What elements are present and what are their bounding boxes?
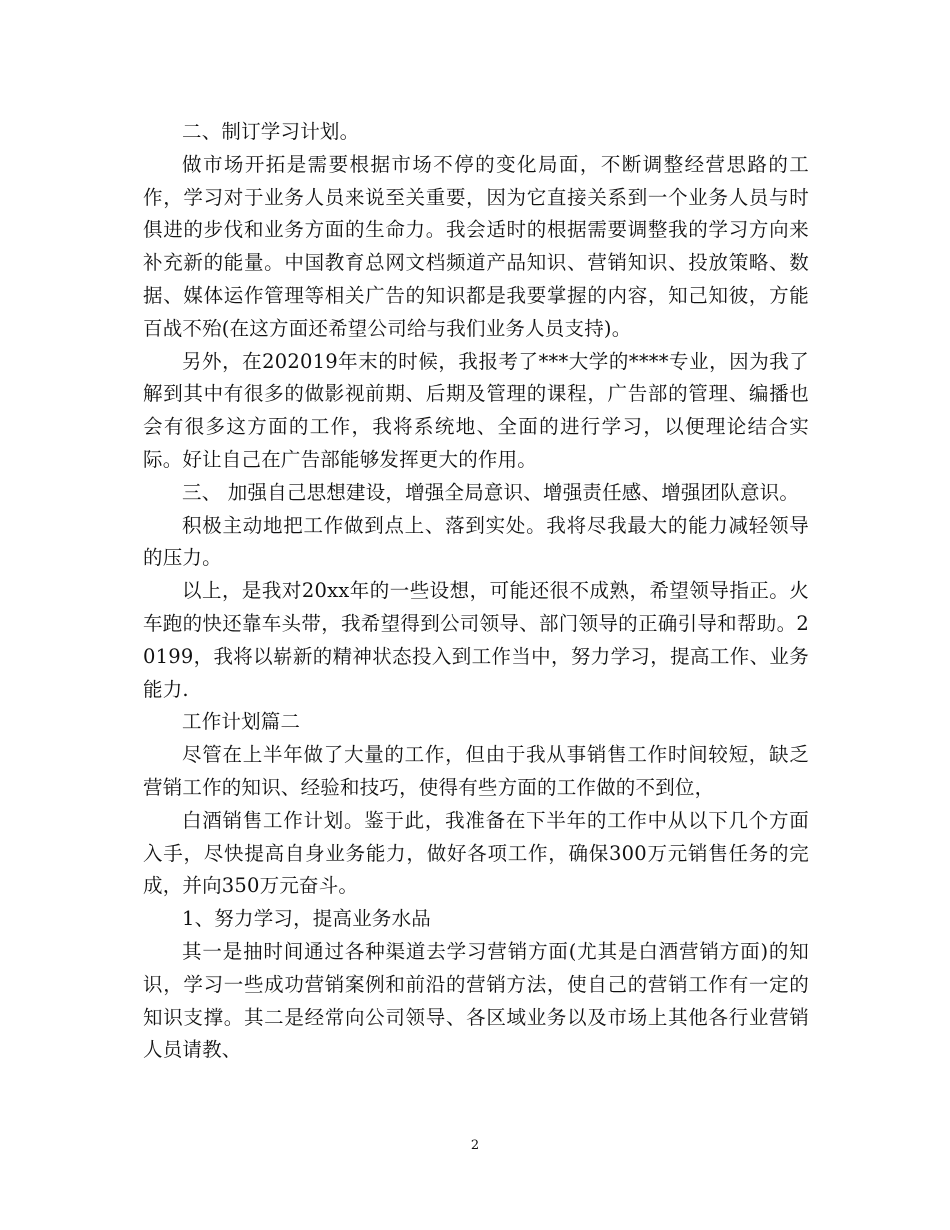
heading-ideology: 三、 加强自己思想建设，增强全局意识、增强责任感、增强团队意识。 — [182, 480, 800, 504]
page-number: 2 — [470, 1138, 480, 1153]
heading-study-hard: 1、努力学习，提高业务水品 — [182, 907, 432, 931]
paragraph-channels: 其一是抽时间通过各种渠道去学习营销方面(尤其是白酒营销方面)的知识，学习一些成功营销案例和前沿的营销方法，使自己的营销工作有一定的知识支撑。其二是经常向公司领导、各区域业务以及市场上其他各行业营销人员请教、 — [143, 939, 809, 1062]
paragraph-summary: 以上，是我对20xx年的一些设想，可能还很不成熟，希望领导指正。火车跑的快还靠车头带，我希望得到公司领导、部门领导的正确引导和帮助。20199，我将以崭新的精神状态投入到工作当中，努力学习，提高工作、业务能力. — [143, 579, 809, 701]
paragraph-liquor-plan: 白酒销售工作计划。鉴于此，我准备在下半年的工作中从以下几个方面入手，尽快提高自身业务能力，做好各项工作，确保300万元销售任务的完成，并向350万元奋斗。 — [143, 808, 809, 898]
heading-plan-two: 工作计划篇二 — [182, 710, 301, 734]
heading-study-plan: 二、制订学习计划。 — [182, 120, 360, 143]
paragraph-enrollment: 另外，在202019年末的时候，我报考了***大学的****专业，因为我了解到其中有很多的做影视前期、后期及管理的课程，广告部的管理、编播也会有很多这方面的工作，我将系统地、全面的进行学习，以便理论结合实际。好让自己在广告部能够发挥更大的作用。 — [143, 349, 809, 471]
paragraph-first-half: 尽管在上半年做了大量的工作，但由于我从事销售工作时间较短，缺乏营销工作的知识、经验和技巧，使得有些方面的工作做的不到位， — [143, 743, 809, 799]
paragraph-market-study: 做市场开拓是需要根据市场不停的变化局面，不断调整经营思路的工作，学习对于业务人员来说至关重要，因为它直接关系到一个业务人员与时俱进的步伐和业务方面的生命力。我会适时的根据需要调整我的学习方向来补充新的能量。中国教育总网文档频道产品知识、营销知识、投放策略、数据、媒体运作管理等相关广告的知识都是我要掌握的内容，知己知彼，方能百战不殆(在这方面还希望公司给与我们业务人员支持)。 — [143, 152, 809, 340]
paragraph-initiative: 积极主动地把工作做到点上、落到实处。我将尽我最大的能力减轻领导的压力。 — [143, 513, 809, 570]
document-body — [143, 116, 809, 1067]
